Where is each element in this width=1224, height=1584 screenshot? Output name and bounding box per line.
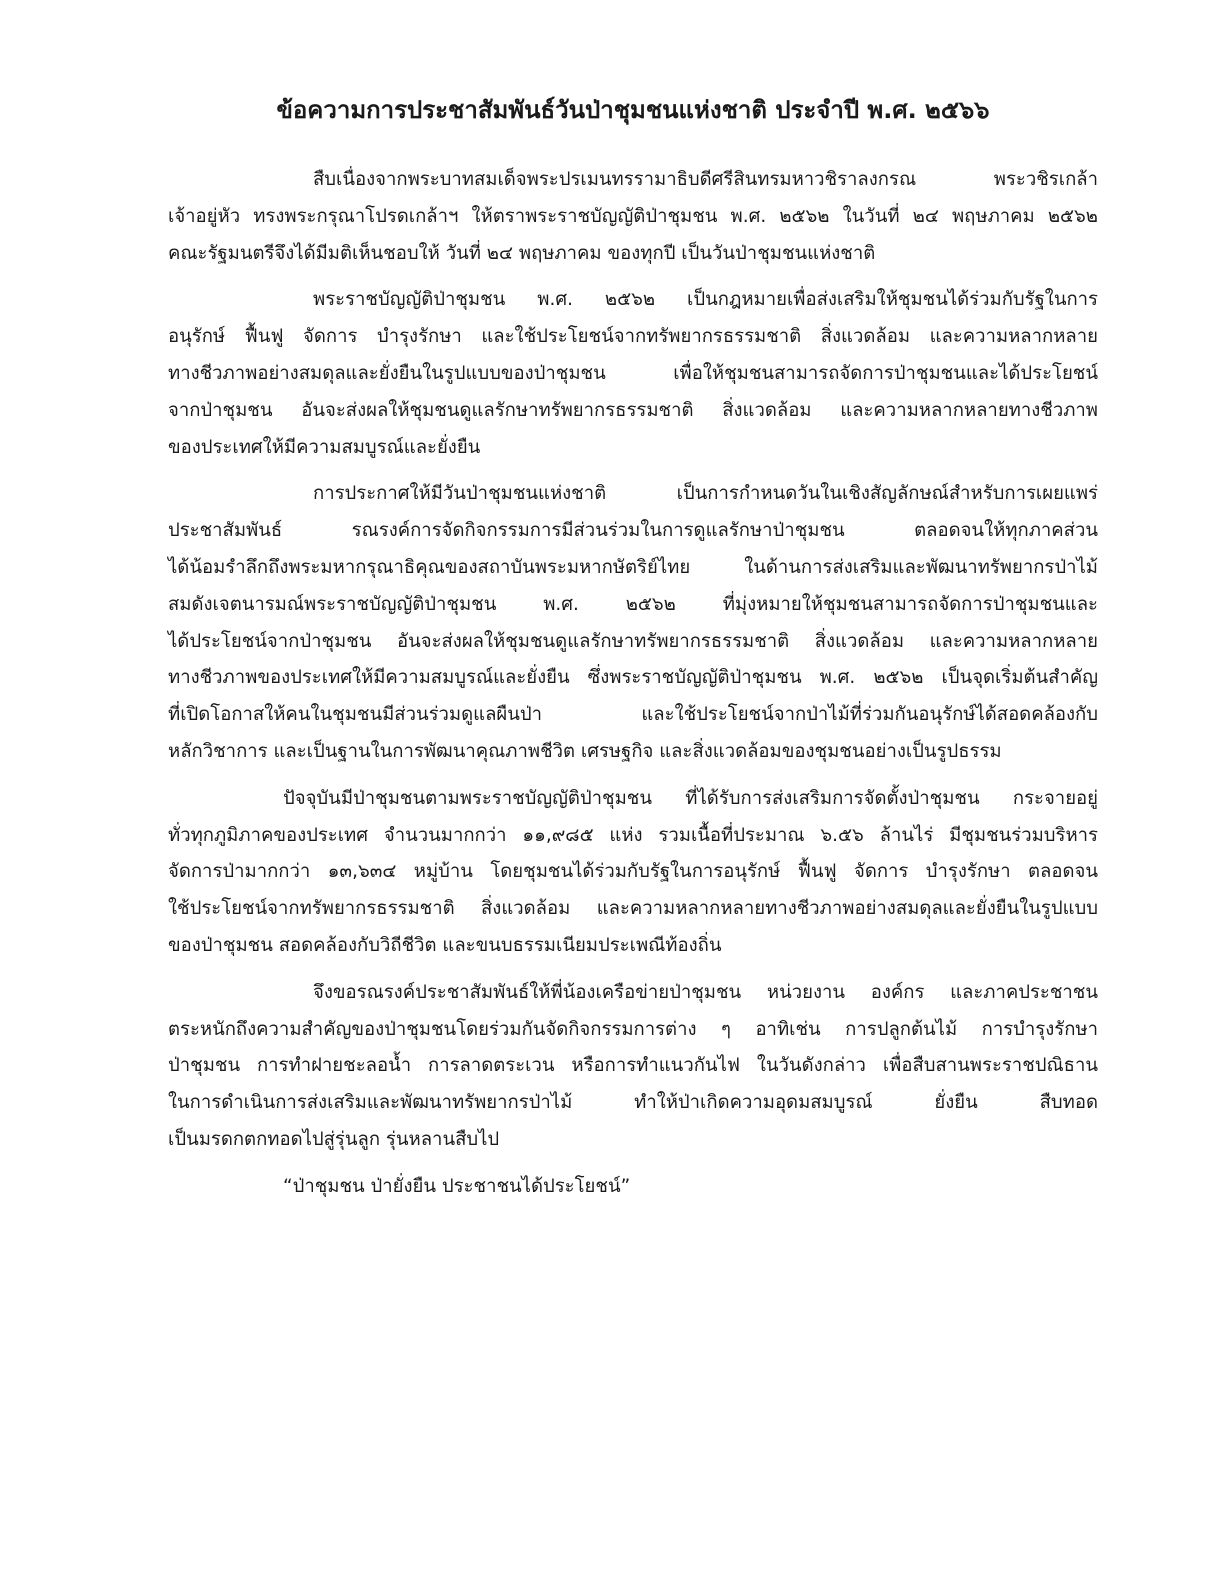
text-line: ทางชีวภาพอย่างสมดุลและยั่งยืนในรูปแบบของป่าชุมชน เพื่อให้ชุมชนสามารถจัดการป่าชุมชนและได้ประโยชน์ <box>168 362 1098 384</box>
text-line: เป็นมรดกตกทอดไปสู่รุ่นลูก รุ่นหลานสืบไป <box>168 1128 500 1150</box>
text-line: จึงขอรณรงค์ประชาสัมพันธ์ให้พี่น้องเครือข่ายป่าชุมชน หน่วยงาน องค์กร และภาคประชาชน <box>313 981 1098 1003</box>
paragraph-4 <box>168 781 1098 965</box>
text-line: เจ้าอยู่หัว ทรงพระกรุณาโปรดเกล้าฯ ให้ตราพระราชบัญญัติป่าชุมชน พ.ศ. ๒๕๖๒ ในวันที่ ๒๔ พฤษภาคม ๒๕๖๒ <box>168 205 1098 227</box>
paragraph-5 <box>168 975 1098 1159</box>
text-line: ได้ประโยชน์จากป่าชุมชน อันจะส่งผลให้ชุมชนดูแลรักษาทรัพยากรธรรมชาติ สิ่งแวดล้อม และความหลากหลาย <box>168 630 1098 652</box>
paragraph-3 <box>168 476 1098 770</box>
text-line: ปัจจุบันมีป่าชุมชนตามพระราชบัญญัติป่าชุมชน ที่ได้รับการส่งเสริมการจัดตั้งป่าชุมชน กระจายอยู่ <box>283 787 1098 809</box>
text-line: ของประเทศให้มีความสมบูรณ์และยั่งยืน <box>168 436 481 458</box>
text-line: ได้น้อมรำลึกถึงพระมหากรุณาธิคุณของสถาบันพระมหากษัตริย์ไทย ในด้านการส่งเสริมและพัฒนาทรัพยากรป่าไม้ <box>168 556 1098 578</box>
text-line: พระราชบัญญัติป่าชุมชน พ.ศ. ๒๕๖๒ เป็นกฎหมายเพื่อส่งเสริมให้ชุมชนได้ร่วมกับรัฐในการ <box>313 289 1098 311</box>
text-line: จากป่าชุมชน อันจะส่งผลให้ชุมชนดูแลรักษาทรัพยากรธรรมชาติ สิ่งแวดล้อม และความหลากหลายทางชีวภาพ <box>168 399 1098 421</box>
text-line: สืบเนื่องจากพระบาทสมเด็จพระปรเมนทรรามาธิบดีศรีสินทรมหาวชิราลงกรณ พระวชิรเกล้า <box>313 169 1098 190</box>
text-line: จัดการป่ามากกว่า ๑๓,๖๓๔ หมู่บ้าน โดยชุมชนได้ร่วมกับรัฐในการอนุรักษ์ ฟื้นฟู จัดการ บำรุงรักษา ตลอดจน <box>168 861 1098 883</box>
text-line: ทั่วทุกภูมิภาคของประเทศ จำนวนมากกว่า ๑๑,๙๘๕ แห่ง รวมเนื้อที่ประมาณ ๖.๕๖ ล้านไร่ มีชุมชนร่วมบริหาร <box>168 824 1098 846</box>
text-line: คณะรัฐมนตรีจึงได้มีมติเห็นชอบให้ วันที่ ๒๔ พฤษภาคม ของทุกปี เป็นวันป่าชุมชนแห่งชาติ <box>168 242 876 264</box>
text-line: ป่าชุมชน การทำฝายชะลอน้ำ การลาดตระเวน หรือการทำแนวกันไฟ ในวันดังกล่าว เพื่อสืบสานพระราชปณิธาน <box>168 1055 1098 1077</box>
text-line: ประชาสัมพันธ์ รณรงค์การจัดกิจกรรมการมีส่วนร่วมในการดูแลรักษาป่าชุมชน ตลอดจนให้ทุกภาคส่วน <box>168 520 1098 542</box>
text-line: ของป่าชุมชน สอดคล้องกับวิถีชีวิต และขนบธรรมเนียมประเพณีท้องถิ่น <box>168 934 722 956</box>
text-line: ที่เปิดโอกาสให้คนในชุมชนมีส่วนร่วมดูแลผืนป่า และใช้ประโยชน์จากป่าไม้ที่ร่วมกันอนุรักษ์ได้สอดคล้องกับ <box>168 704 1098 726</box>
text-line: ทางชีวภาพของประเทศให้มีความสมบูรณ์และยั่งยืน ซึ่งพระราชบัญญัติป่าชุมชน พ.ศ. ๒๕๖๒ เป็นจุดเริ่มต้นสำคัญ <box>168 667 1098 689</box>
document-page <box>168 88 1098 1206</box>
text-line: อนุรักษ์ ฟื้นฟู จัดการ บำรุงรักษา และใช้ประโยชน์จากทรัพยากรธรรมชาติ สิ่งแวดล้อม และความหลากหลาย <box>168 326 1098 348</box>
text-line: ใช้ประโยชน์จากทรัพยากรธรรมชาติ สิ่งแวดล้อม และความหลากหลายทางชีวภาพอย่างสมดุลและยั่งยืนในรูปแบบ <box>168 898 1098 920</box>
slogan: “ป่าชุมชน ป่ายั่งยืน ประชาชนได้ประโยชน์” <box>283 1175 631 1197</box>
paragraph-2 <box>168 282 1098 466</box>
paragraph-1 <box>168 162 1098 272</box>
document-title: ข้อความการประชาสัมพันธ์วันป่าชุมชนแห่งชาติ ประจำปี พ.ศ. ๒๕๖๖ <box>276 96 990 124</box>
text-line: ตระหนักถึงความสำคัญของป่าชุมชนโดยร่วมกันจัดกิจกรรมการต่าง ๆ อาทิเช่น การปลูกต้นไม้ การบำรุงรักษา <box>168 1018 1098 1040</box>
text-line: ในการดำเนินการส่งเสริมและพัฒนาทรัพยากรป่าไม้ ทำให้ป่าเกิดความอุดมสมบูรณ์ ยั่งยืน สืบทอด <box>168 1092 1098 1114</box>
text-line: สมดังเจตนารมณ์พระราชบัญญัติป่าชุมชน พ.ศ. ๒๕๖๒ ที่มุ่งหมายให้ชุมชนสามารถจัดการป่าชุมชนและ <box>168 593 1098 615</box>
text-line: หลักวิชาการ และเป็นฐานในการพัฒนาคุณภาพชีวิต เศรษฐกิจ และสิ่งแวดล้อมของชุมชนอย่างเป็นรูปธรรม <box>168 740 1002 762</box>
text-line: การประกาศให้มีวันป่าชุมชนแห่งชาติ เป็นการกำหนดวันในเชิงสัญลักษณ์สำหรับการเผยแพร่ <box>313 483 1098 505</box>
